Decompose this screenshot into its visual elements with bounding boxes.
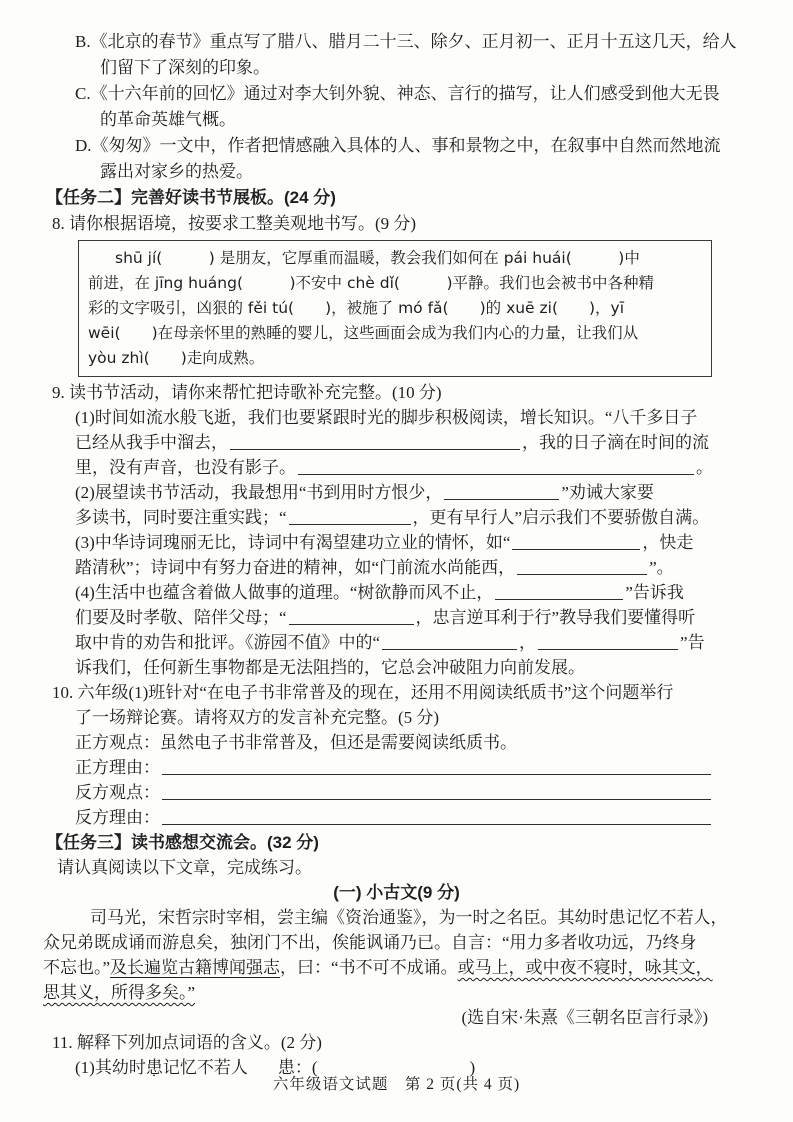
q8-box-line1: shū jí( ) 是朋友，它厚重而温暖，教会我们如何在 pái huái( )中 — [115, 249, 640, 267]
option-c-line1: C.《十六年前的回忆》通过对李大钊外貌、神态、言行的描写，让人们感受到他大无畏 — [75, 84, 720, 103]
option-d-line2: 露出对家乡的热爱。 — [100, 162, 253, 181]
option-b-line1: B.《北京的春节》重点写了腊八、腊月二十三、除夕、正月初一、正月十五这几天，给人 — [75, 32, 737, 51]
q10-pro-reason-label: 正方理由： — [75, 758, 160, 777]
q8-box-line2: 前进，在 jīng huáng( )不安中 chè dǐ( )平静。我们也会被书中各种精 — [88, 274, 655, 292]
classical-passage — [43, 905, 749, 1005]
q8-box-line4: wēi( )在母亲怀里的熟睡的婴儿，这些画面会成为我们内心的力量，让我们从 — [88, 324, 639, 342]
q8-box-line5: yòu zhì( )走向成熟。 — [88, 349, 265, 367]
answer-blank — [538, 632, 678, 650]
q9-part4-line3 — [0, 630, 793, 655]
task3-intro: 请认真阅读以下文章，完成练习。 — [57, 858, 312, 877]
q11-p1-text: (1)其幼时 — [75, 1058, 146, 1077]
q10-pro-reason — [0, 755, 713, 780]
q8-box-line3: 彩的文字吸引，凶狠的 fěi tú( )，被施了 mó fǎ( )的 xuē zi( )，yī — [88, 299, 625, 317]
passage-line2: 众兄弟既成诵而游息矣，独闭门不出，俟能讽诵乃已。自言：“用力多者收功远，乃终身 — [43, 933, 697, 952]
q11-paren-close: ) — [469, 1058, 476, 1077]
q9-part1-line1: (1)时间如流水般飞逝，我们也要紧跟时光的脚步积极阅读，增长知识。“八千多日子 — [75, 408, 698, 427]
q11-term-label: 患：( — [277, 1058, 318, 1077]
q9-part4-line1 — [0, 580, 793, 605]
question8-stem: 8. 请你根据语境，按要求工整美观地书写。(9 分) — [52, 214, 417, 233]
q9-p1c-text: 里，没有声音，也没有影子。 — [75, 458, 296, 477]
question9-stem: 9. 读书节活动，请你来帮忙把诗歌补充完整。(10 分) — [52, 383, 442, 402]
q9-part4-line4: 诉我们，任何新生事物都是无法阻挡的，它总会冲破阻力向前发展。 — [75, 658, 585, 677]
task3-header: 【任务三】读书感想交流会。(32 分) — [46, 833, 319, 852]
option-d-line1: D.《匆匆》一文中，作者把情感融入具体的人、事和景物之中，在叙事中自然而然地流 — [75, 136, 721, 155]
answer-blank — [162, 798, 711, 800]
q9-p4a-text2: ”告诉我 — [625, 583, 684, 602]
passage-l4-wavy: 思其义，所得多矣。” — [43, 983, 196, 1002]
answer-blank — [512, 532, 640, 550]
q9-part3-line2 — [0, 555, 793, 580]
q9-p1b-text: 已经从我手中溜去， — [75, 433, 228, 452]
q9-p3a-text: (3)中华诗词瑰丽无比，诗词中有渴望建功立业的情怀，如“ — [75, 533, 511, 552]
q10-con-reason-label: 反方理由： — [75, 808, 160, 827]
q9-part3-line1 — [0, 530, 793, 555]
q9-p4c-comma: ， — [519, 633, 537, 652]
q10-pro-view: 正方观点：虽然电子书非常普及，但还是需要阅读纸质书。 — [75, 733, 517, 752]
answer-blank — [289, 507, 411, 525]
q9-p3a-text2: ，快走 — [642, 533, 694, 552]
q9-p3b-text2: ”。 — [649, 558, 674, 577]
q9-p1b-text2: ，我的日子滴在时间的流 — [522, 433, 709, 452]
q9-part2-line1 — [0, 480, 793, 505]
answer-blank — [162, 823, 711, 825]
q10-con-view — [0, 780, 713, 805]
q9-p4b-text: 们要及时孝敬、陪伴父母；“ — [75, 608, 287, 627]
q11-p1-text2: 记忆不若人 — [162, 1058, 248, 1077]
page-footer: 六年级语文试题 第 2 页(共 4 页) — [272, 1076, 521, 1093]
q10-con-reason — [0, 805, 713, 830]
question10-stem-line1: 10. 六年级(1)班针对“在电子书非常普及的现在，还用不用阅读纸质书”这个问题举行 — [52, 683, 674, 702]
answer-blank — [517, 557, 647, 575]
q9-p2b-text: 多读书，同时要注重实践；“ — [75, 508, 287, 527]
answer-blank — [298, 473, 694, 475]
answer-blank — [382, 632, 517, 650]
q9-p1c-period: 。 — [696, 458, 713, 477]
passage-line4 — [43, 980, 749, 1005]
option-c-line2: 的革命英雄气概。 — [100, 110, 236, 129]
answer-blank — [162, 773, 711, 775]
answer-blank — [444, 482, 559, 500]
question8-dictation-box — [78, 240, 712, 377]
question11-stem: 11. 解释下列加点词语的含义。(2 分) — [52, 1033, 322, 1052]
passage-l3-text: 不忘也。” — [43, 958, 111, 977]
task2-header: 【任务二】完善好读书节展板。(24 分) — [46, 188, 336, 207]
passage-l3-text2: ，曰：“书不可不成诵。 — [280, 958, 458, 977]
passage-l3-wavy: 或马上，或中夜不寝时，咏其文， — [457, 958, 713, 977]
q9-p2b-text2: ，更有早行人”启示我们不要骄傲自满。 — [412, 508, 710, 527]
q9-part2-line2 — [0, 505, 793, 530]
q9-p4c-text: 取中肯的劝告和批评。《游园不值》中的“ — [75, 633, 381, 652]
q9-part1-line3 — [0, 455, 713, 480]
q11-dotted-word: 患 — [145, 1058, 163, 1077]
question10-stem-line2: 了一场辩论赛。请将双方的发言补充完整。(5 分) — [75, 708, 440, 727]
q9-p4b-text2: ，忠言逆耳利于行”教导我们要懂得听 — [415, 608, 696, 627]
answer-blank — [230, 432, 520, 450]
passage-line1: 司马光，宋哲宗时宰相，尝主编《资治通鉴》，为一时之名臣。其幼时患记忆不若人， — [90, 908, 728, 927]
passage-line3 — [43, 955, 749, 980]
passage-source: (选自宋·朱熹《三朝名臣言行录》) — [461, 1008, 708, 1027]
answer-blank — [495, 582, 623, 600]
q9-p4a-text: (4)生活中也蕴含着做人做事的道理。“树欲静而风不止， — [75, 583, 494, 602]
q9-p4c-text2: ”告 — [680, 633, 705, 652]
passage-title: (一) 小古文(9 分) — [333, 883, 460, 902]
q9-p2a-text2: ”劝诫大家要 — [561, 483, 654, 502]
answer-blank — [289, 607, 414, 625]
q9-part1-line2 — [0, 430, 793, 455]
option-b-line2: 们留下了深刻的印象。 — [100, 58, 270, 77]
q9-p2a-text: (2)展望读书节活动，我最想用“书到用时方恨少， — [75, 483, 443, 502]
q10-con-view-label: 反方观点： — [75, 783, 160, 802]
q9-part4-line2 — [0, 605, 793, 630]
q9-p3b-text: 踏清秋”；诗词中有努力奋进的精神，如“门前流水尚能西， — [75, 558, 516, 577]
passage-l3-underlined: 及长遍览古籍博闻强志 — [110, 958, 281, 977]
